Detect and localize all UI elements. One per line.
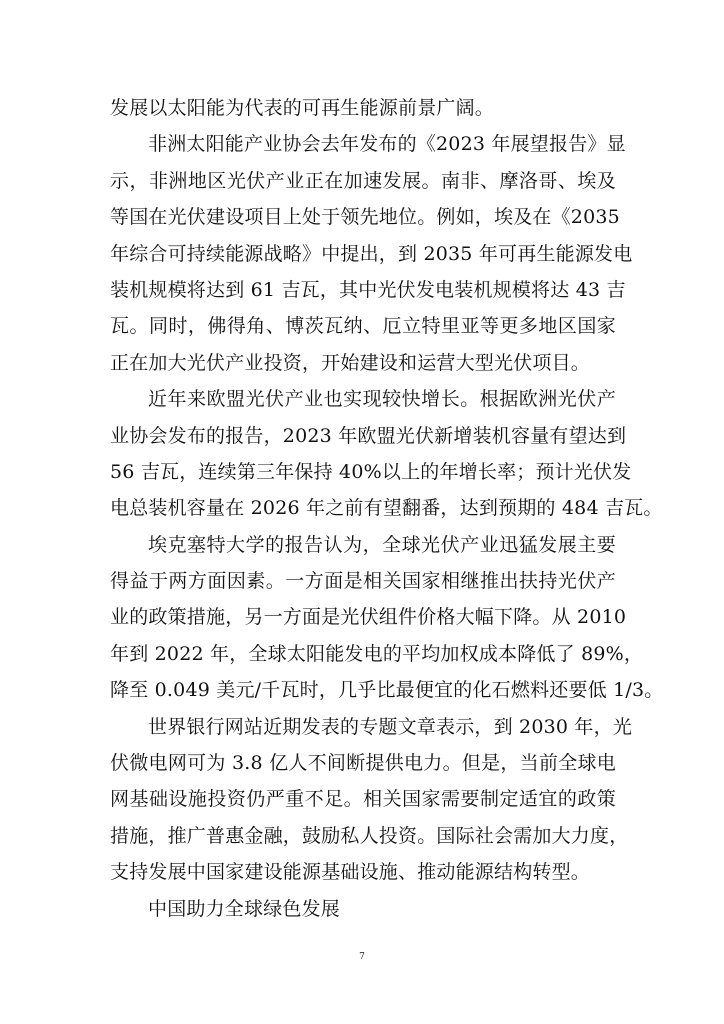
text-line: 装机规模将达到 61 吉瓦，其中光伏发电装机规模将达 43 吉 xyxy=(110,278,626,301)
text-line: 世界银行网站近期发表的专题文章表示，到 2030 年，光 xyxy=(148,715,633,738)
page-number: 7 xyxy=(359,952,365,962)
text-line: 56 吉瓦，连续第三年保持 40%以上的年增长率；预计光伏发 xyxy=(110,460,632,483)
section-heading: 中国助力全球绿色发展 xyxy=(148,897,341,920)
text-line: 非洲太阳能产业协会去年发布的《2023 年展望报告》显 xyxy=(148,133,626,156)
text-line: 伏微电网可为 3.8 亿人不间断提供电力。但是，当前全球电 xyxy=(110,752,616,775)
text-line: 等国在光伏建设项目上处于领先地位。例如，埃及在《2035 xyxy=(110,206,620,229)
text-line: 降至 0.049 美元/千瓦时，几乎比最便宜的化石燃料还要低 1/3。 xyxy=(110,679,664,702)
text-line: 年综合可持续能源战略》中提出，到 2035 年可再生能源发电 xyxy=(110,242,633,265)
body-text xyxy=(110,90,664,927)
text-line: 业协会发布的报告，2023 年欧盟光伏新增装机容量有望达到 xyxy=(110,424,627,447)
text-line: 支持发展中国家建设能源基础设施、推动能源结构转型。 xyxy=(110,861,591,884)
text-line: 瓦。同时，佛得角、博茨瓦纳、厄立特里亚等更多地区国家 xyxy=(110,315,616,338)
text-line: 年到 2022 年，全球太阳能发电的平均加权成本降低了 89%， xyxy=(110,642,644,665)
text-line: 发展以太阳能为代表的可再生能源前景广阔。 xyxy=(110,97,495,119)
text-line: 措施，推广普惠金融，鼓励私人投资。国际社会需加大力度， xyxy=(110,824,629,847)
text-line: 正在加大光伏产业投资，开始建设和运营大型光伏项目。 xyxy=(110,351,591,374)
text-line: 得益于两方面因素。一方面是相关国家相继推出扶持光伏产 xyxy=(110,570,616,593)
text-line: 近年来欧盟光伏产业也实现较快增长。根据欧洲光伏产 xyxy=(148,388,616,411)
text-line: 示，非洲地区光伏产业正在加速发展。南非、摩洛哥、埃及 xyxy=(110,169,616,192)
text-line: 网基础设施投资仍严重不足。相关国家需要制定适宜的政策 xyxy=(110,788,616,811)
text-line: 埃克塞特大学的报告认为，全球光伏产业迅猛发展主要 xyxy=(148,533,616,556)
text-line: 业的政策措施，另一方面是光伏组件价格大幅下降。从 2010 xyxy=(110,606,627,629)
text-line: 电总装机容量在 2026 年之前有望翻番，达到预期的 484 吉瓦。 xyxy=(110,497,663,520)
